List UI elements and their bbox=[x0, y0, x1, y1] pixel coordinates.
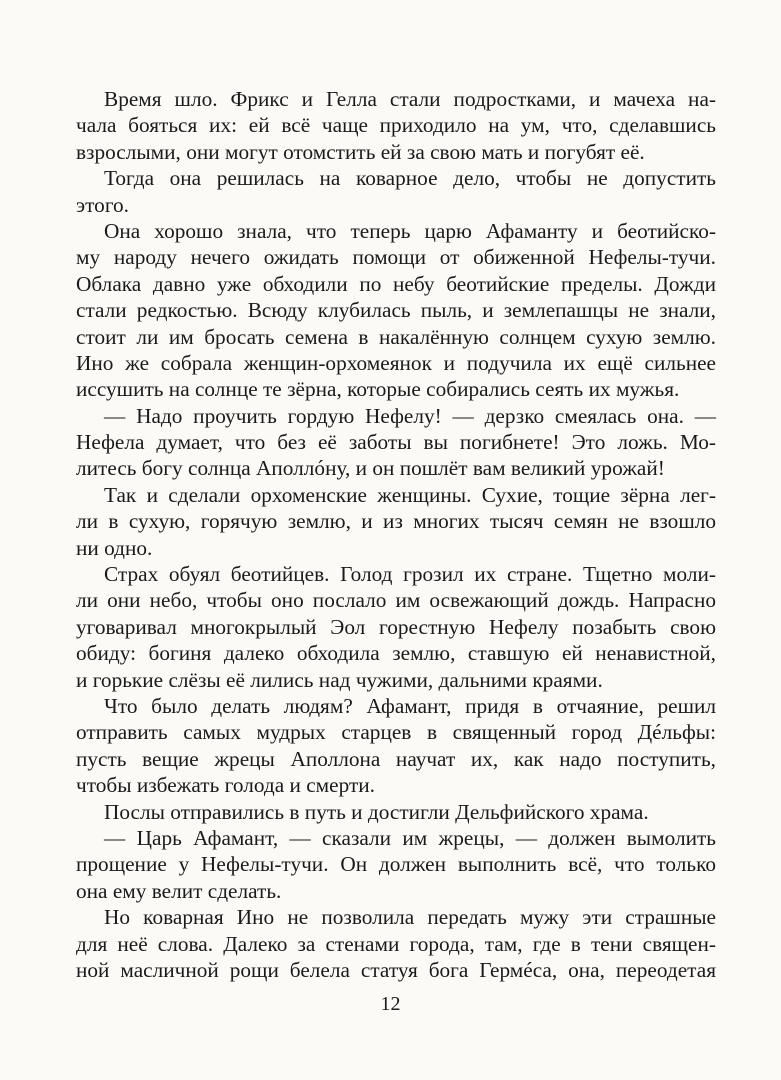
text-line: этого. bbox=[76, 192, 129, 217]
text-line: Время шло. Фрикс и Гелла стали подростками, и мачеха на- bbox=[104, 87, 716, 111]
text-line: стали редкостью. Всюду клубилась пыль, и землепашцы не знали, bbox=[76, 298, 716, 323]
text-line: Послы отправились в путь и достигли Дельфийского храма. bbox=[104, 799, 649, 824]
text-line: обиду: богиня далеко обходила землю, ставшую ей ненавистной, bbox=[76, 641, 716, 666]
text-line: Страх обуял беотийцев. Голод грозил их стране. Тщетно моли- bbox=[104, 562, 716, 587]
text-line: она ему велит сделать. bbox=[76, 878, 282, 903]
text-line: уговаривал многокрылый Эол горестную Нефелу позабыть свою bbox=[76, 614, 716, 639]
text-line: ли они небо, чтобы оно послало им освежающий дождь. Напрасно bbox=[76, 588, 716, 613]
text-line: Но коварная Ино не позволила передать мужу эти страшные bbox=[104, 905, 716, 930]
text-line: пусть вещие жрецы Аполлона научат их, как надо поступить, bbox=[76, 746, 716, 771]
text-line: Так и сделали орхоменские женщины. Сухие, тощие зёрна лег- bbox=[104, 482, 716, 507]
text-line: му народу нечего ожидать помощи от обиженной Нефелы-тучи. bbox=[76, 245, 716, 270]
text-line: взрослыми, они могут отомстить ей за свою мать и погубят её. bbox=[76, 139, 645, 164]
text-line: Тогда она решилась на коварное дело, чтобы не допустить bbox=[104, 166, 716, 191]
text-line: ной масличной рощи белела статуя бога Гермéса, она, переодетая bbox=[76, 957, 716, 982]
text-line: для неё слова. Далеко за стенами города, там, где в тени священ- bbox=[76, 931, 716, 956]
text-line: Что было делать людям? Афамант, придя в отчаяние, решил bbox=[104, 693, 716, 718]
page-number: 12 bbox=[380, 993, 401, 1015]
text-line: литесь богу солнца Аполлóну, и он пошлёт вам великий урожай! bbox=[76, 456, 665, 481]
text-line: Нефела думает, что без её заботы вы погибнете! Это ложь. Мо- bbox=[76, 430, 716, 455]
body-text bbox=[76, 86, 716, 983]
text-line: — Царь Афамант, — сказали им жрецы, — должен вымолить bbox=[104, 825, 716, 850]
text-line: Облака давно уже обходили по небу беотийские пределы. Дожди bbox=[76, 271, 716, 296]
text-line: стоит ли им бросать семена в накалённую солнцем сухую землю. bbox=[76, 324, 716, 349]
text-line: прощение у Нефелы-тучи. Он должен выполнить всё, что только bbox=[76, 852, 716, 877]
text-line: ни одно. bbox=[76, 535, 153, 560]
text-line: и горькие слёзы её лились над чужими, дальними краями. bbox=[76, 667, 603, 692]
text-line: — Надо проучить гордую Нефелу! — дерзко смеялась она. — bbox=[104, 403, 716, 428]
text-line: Ино же собрала женщин-орхомеянок и подучила их ещё сильнее bbox=[76, 350, 716, 375]
text-line: отправить самых мудрых старцев в священный город Дéльфы: bbox=[76, 720, 716, 745]
text-line: Она хорошо знала, что теперь царю Афаманту и беотийско- bbox=[104, 218, 716, 243]
text-line: иссушить на солнце те зёрна, которые собирались сеять их мужья. bbox=[76, 377, 680, 402]
text-line: чтобы избежать голода и смерти. bbox=[76, 773, 375, 798]
text-line: чала бояться их: ей всё чаще приходило на ум, что, сделавшись bbox=[76, 113, 716, 138]
text-line: ли в сухую, горячую землю, и из многих тысяч семян не взошло bbox=[76, 509, 716, 534]
